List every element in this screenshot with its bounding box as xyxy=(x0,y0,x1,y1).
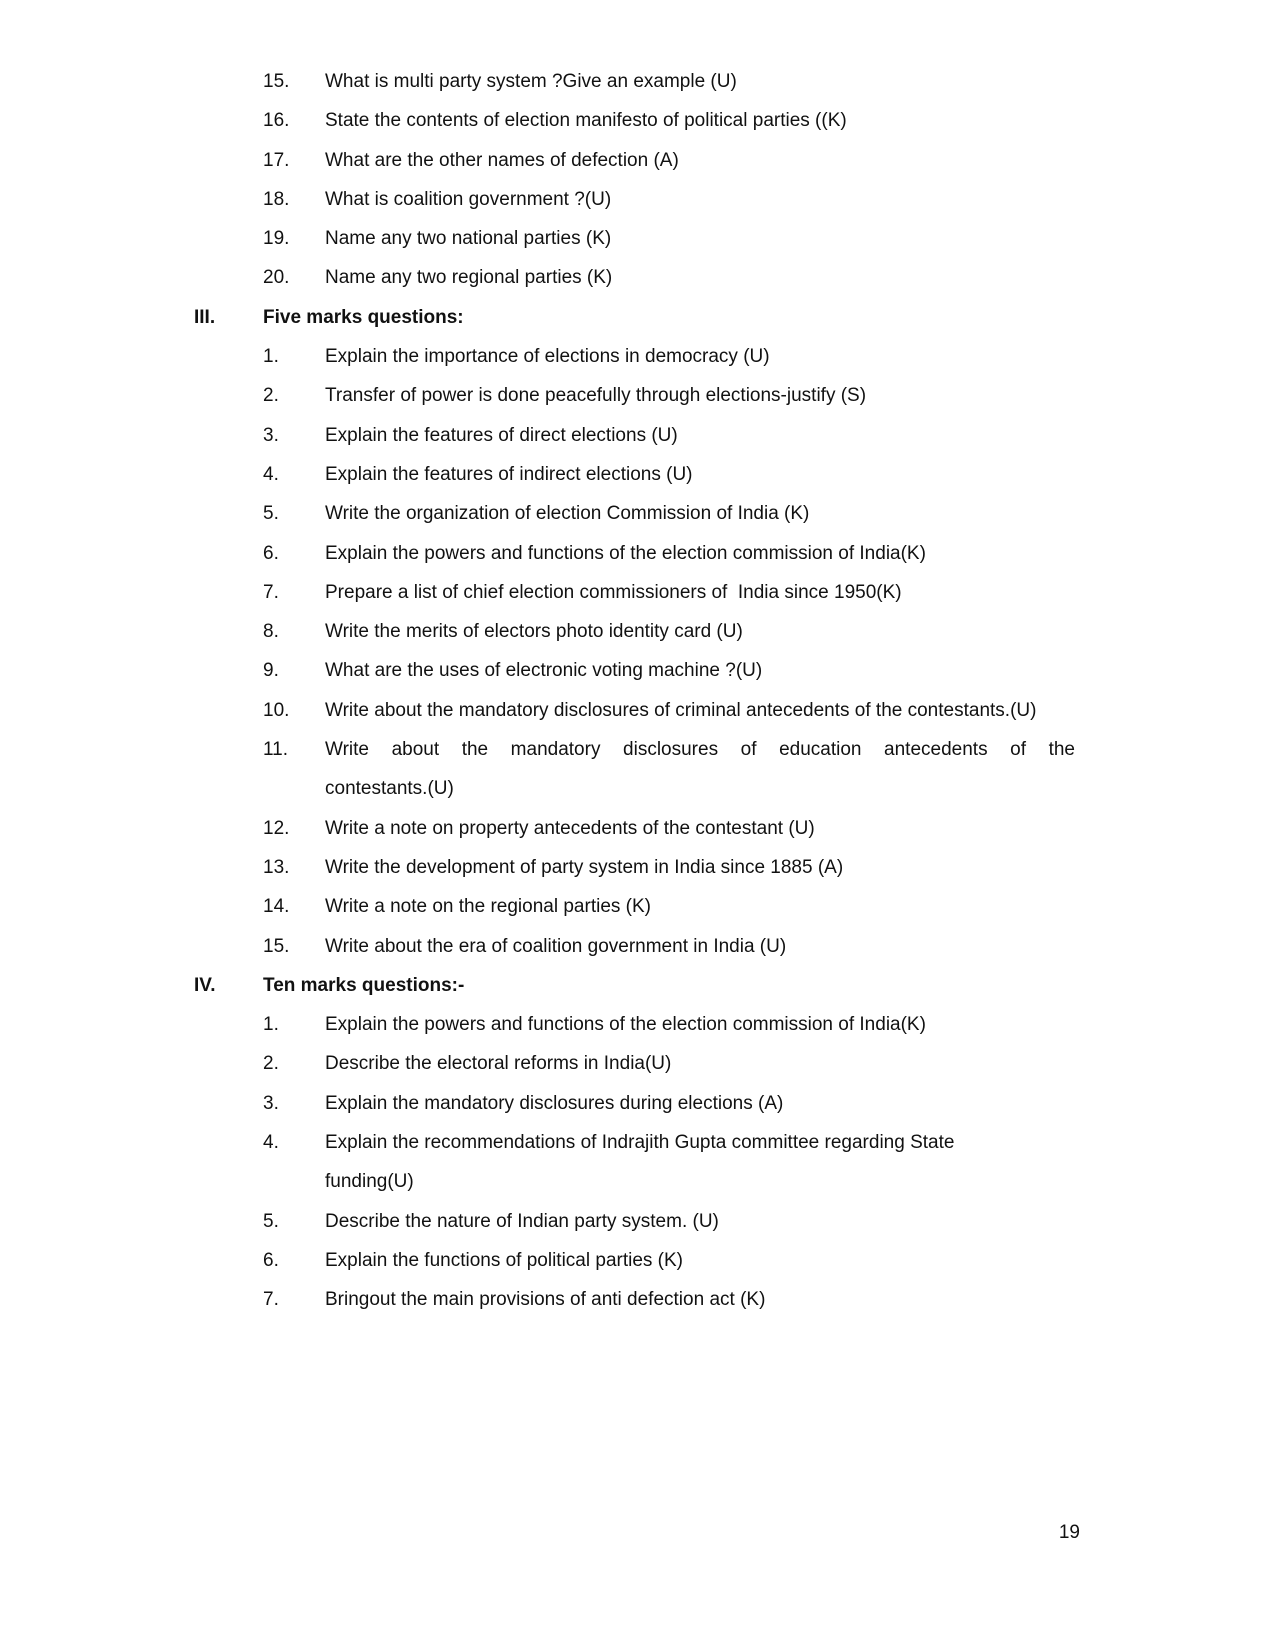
item-text: Write about the mandatory disclosures of education antecedents of the xyxy=(325,739,1075,761)
section-number: IV. xyxy=(194,974,216,996)
list-item xyxy=(0,1084,1275,1123)
item-text: What is multi party system ?Give an example (U) xyxy=(325,71,737,92)
item-number: 6. xyxy=(263,542,279,564)
item-text: Write about the mandatory disclosures of criminal antecedents of the contestants.(U) xyxy=(325,699,1037,721)
item-text: Write the organization of election Commission of India (K) xyxy=(325,503,810,525)
item-number: 17. xyxy=(263,149,290,171)
item-number: 14. xyxy=(263,896,290,918)
list-item xyxy=(0,219,1275,258)
item-number: 6. xyxy=(263,1249,279,1271)
item-text: Write a note on property antecedents of the contestant (U) xyxy=(325,817,815,839)
item-text: Describe the electoral reforms in India(U) xyxy=(325,1053,672,1075)
list-item xyxy=(0,258,1275,297)
list-item xyxy=(0,809,1275,848)
list-item xyxy=(0,887,1275,926)
list-item xyxy=(0,180,1275,219)
section-title: Five marks questions: xyxy=(263,306,464,328)
item-number: 5. xyxy=(263,503,279,525)
list-item xyxy=(0,494,1275,533)
list-item xyxy=(0,1044,1275,1083)
list-item xyxy=(0,1005,1275,1044)
item-number: 4. xyxy=(263,1132,279,1154)
item-number: 9. xyxy=(263,660,279,682)
list-item xyxy=(0,927,1275,966)
list-item-continuation xyxy=(0,769,1275,808)
item-text: What are the other names of defection (A) xyxy=(325,149,679,171)
list-item xyxy=(0,455,1275,494)
item-text: Write about the era of coalition government in India (U) xyxy=(325,935,787,957)
item-number: 15. xyxy=(263,71,290,92)
item-text: Name any two regional parties (K) xyxy=(325,267,613,289)
item-number: 1. xyxy=(263,346,279,368)
item-number: 16. xyxy=(263,110,290,132)
item-text: Prepare a list of chief election commissioners of India since 1950(K) xyxy=(325,581,902,603)
item-number: 7. xyxy=(263,581,279,603)
list-item xyxy=(0,1280,1275,1319)
list-item xyxy=(0,376,1275,415)
item-number: 10. xyxy=(263,699,290,721)
section-number: III. xyxy=(194,306,216,328)
page-number: 19 xyxy=(1058,1522,1080,1543)
item-text: State the contents of election manifesto of political parties ((K) xyxy=(325,110,847,132)
item-number: 8. xyxy=(263,621,279,643)
item-text: Explain the recommendations of Indrajith Gupta committee regarding State xyxy=(325,1132,955,1154)
item-text: Write the development of party system in India since 1885 (A) xyxy=(325,856,844,878)
item-text: What are the uses of electronic voting machine ?(U) xyxy=(325,660,763,682)
item-number: 12. xyxy=(263,817,290,839)
item-text: Name any two national parties (K) xyxy=(325,228,612,250)
item-text: Explain the powers and functions of the election commission of India(K) xyxy=(325,1014,926,1036)
list-item xyxy=(0,848,1275,887)
item-number: 19. xyxy=(263,228,290,250)
item-text: Explain the functions of political parties (K) xyxy=(325,1249,684,1271)
item-text: Explain the features of direct elections (U) xyxy=(325,424,678,446)
item-text: Explain the powers and functions of the election commission of India(K) xyxy=(325,542,926,564)
item-number: 18. xyxy=(263,188,290,210)
list-item xyxy=(0,730,1275,769)
item-number: 11. xyxy=(263,739,289,761)
item-text: Transfer of power is done peacefully through elections-justify (S) xyxy=(325,385,867,407)
question-list xyxy=(0,62,1275,1320)
item-text: Explain the features of indirect elections (U) xyxy=(325,463,693,485)
list-item xyxy=(0,101,1275,140)
item-text: Write a note on the regional parties (K) xyxy=(325,896,651,918)
item-number: 2. xyxy=(263,1053,279,1075)
item-number: 2. xyxy=(263,385,279,407)
section-title: Ten marks questions:- xyxy=(263,974,465,996)
list-item xyxy=(0,573,1275,612)
list-item xyxy=(0,416,1275,455)
list-item xyxy=(0,612,1275,651)
list-item xyxy=(0,651,1275,690)
item-number: 1. xyxy=(263,1014,279,1036)
item-number: 15. xyxy=(263,935,290,957)
list-item xyxy=(0,1202,1275,1241)
list-item xyxy=(0,62,1275,101)
section-heading-five-marks xyxy=(0,298,1275,337)
item-text: Explain the mandatory disclosures during elections (A) xyxy=(325,1092,784,1114)
list-item xyxy=(0,534,1275,573)
item-text: Write the merits of electors photo identity card (U) xyxy=(325,621,743,643)
list-item xyxy=(0,1241,1275,1280)
list-item xyxy=(0,691,1275,730)
item-text: Bringout the main provisions of anti defection act (K) xyxy=(325,1289,766,1311)
item-number: 13. xyxy=(263,856,290,878)
item-text: Explain the importance of elections in democracy (U) xyxy=(325,346,770,368)
list-item xyxy=(0,1123,1275,1162)
item-text-continuation: contestants.(U) xyxy=(325,778,454,800)
item-number: 4. xyxy=(263,463,279,485)
list-item xyxy=(0,141,1275,180)
item-number: 3. xyxy=(263,1092,279,1114)
item-number: 7. xyxy=(263,1289,279,1311)
item-number: 5. xyxy=(263,1210,279,1232)
item-text: Describe the nature of Indian party system. (U) xyxy=(325,1210,719,1232)
list-item-continuation xyxy=(0,1162,1275,1201)
list-item xyxy=(0,337,1275,376)
item-number: 3. xyxy=(263,424,279,446)
section-heading-ten-marks xyxy=(0,966,1275,1005)
item-text-continuation: funding(U) xyxy=(325,1171,414,1193)
item-text: What is coalition government ?(U) xyxy=(325,188,612,210)
item-number: 20. xyxy=(263,267,290,289)
